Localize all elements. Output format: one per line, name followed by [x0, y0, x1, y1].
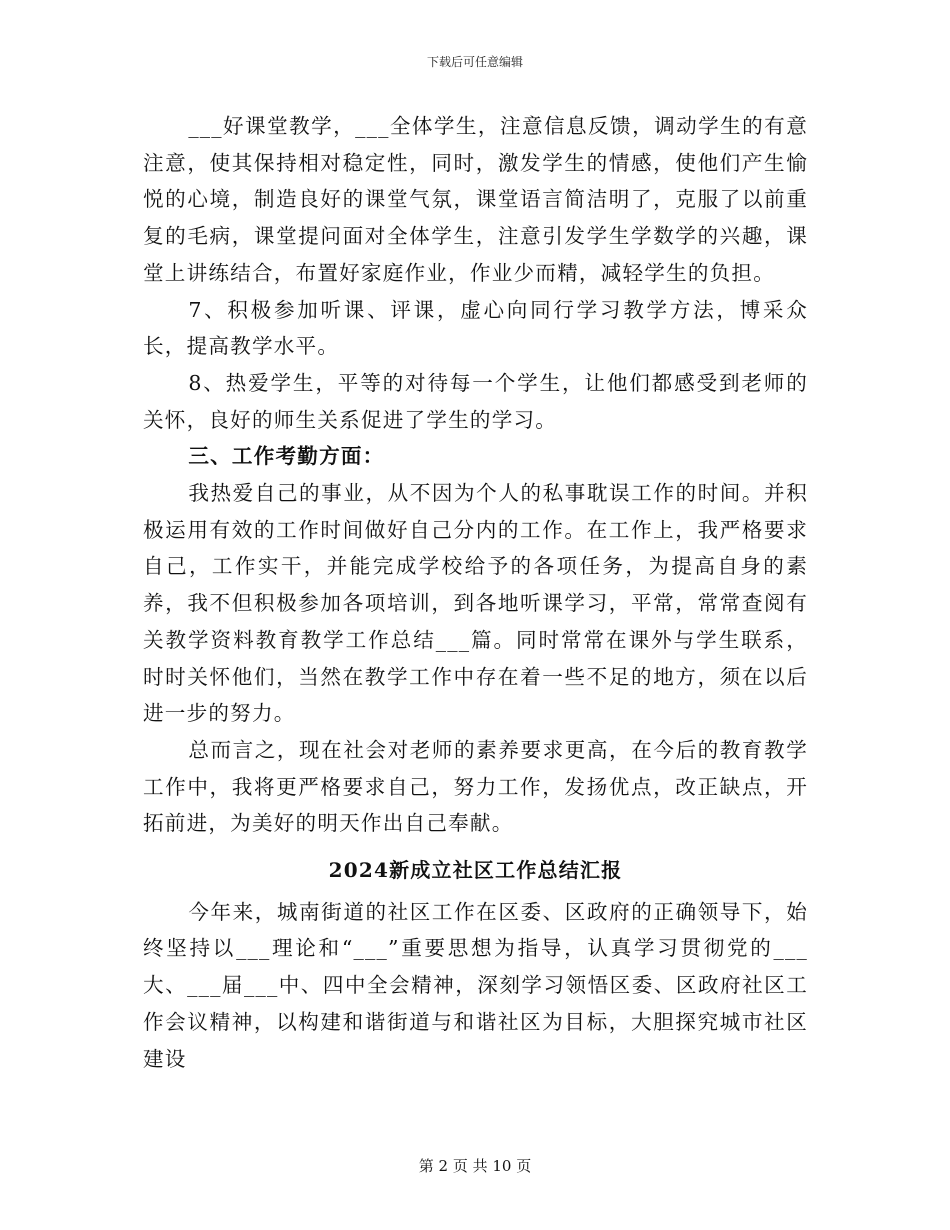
section-heading: 三、工作考勤方面： — [188, 444, 385, 469]
document-title: 2024新成立社区工作总结汇报 — [328, 858, 623, 883]
paragraph-continued: ___好课堂教学，___全体学生，注意信息反馈，调动学生的有意注意，使其保持相对稳定性，同时，激发学生的情感，使他们产生愉悦的心境，制造良好的课堂气氛，课堂语言简洁明了，克服了以前重复的毛病，课堂提问面对全体学生，注意引发学生学数学的兴趣，课堂上讲练结合，布置好家庭作业，作业少而精，减轻学生的负担。 — [143, 114, 808, 285]
conclusion-paragraph: 总而言之，现在社会对老师的素养要求更高，在今后的教育教学工作中，我将更严格要求自己，努力工作，发扬优点，改正缺点，开拓前进，为美好的明天作出自己奉献。 — [143, 737, 808, 836]
intro-paragraph: 今年来，城南街道的社区工作在区委、区政府的正确领导下，始终坚持以___理论和“___”重要思想为指导，认真学习贯彻党的___大、___届___中、四中全会精神，深刻学习领悟区委、区政府社区工作会议精神，以构建和谐街道与和谐社区为目标，大胆探究城市社区建设 — [143, 899, 808, 1071]
list-item-8: 8、热爱学生，平等的对待每一个学生，让他们都感受到老师的关怀，良好的师生关系促进了学生的学习。 — [143, 370, 808, 432]
page-header: 下载后可任意编辑 — [426, 55, 523, 69]
document-body — [143, 108, 808, 1077]
list-item-7: 7、积极参加听课、评课，虚心向同行学习教学方法，博采众长，提高教学水平。 — [143, 297, 808, 359]
page-footer: 第 2 页 共 10 页 — [418, 1157, 532, 1175]
section-paragraph: 我热爱自己的事业，从不因为个人的私事耽误工作的时间。并积极运用有效的工作时间做好自己分内的工作。在工作上，我严格要求自己，工作实干，并能完成学校给予的各项任务，为提高自身的素养，我不但积极参加各项培训，到各地听课学习，平常，常常查阅有关教学资料教育教学工作总结___篇。同时常常在课外与学生联系，时时关怀他们，当然在教学工作中存在着一些不足的地方，须在以后进一步的努力。 — [143, 481, 808, 726]
